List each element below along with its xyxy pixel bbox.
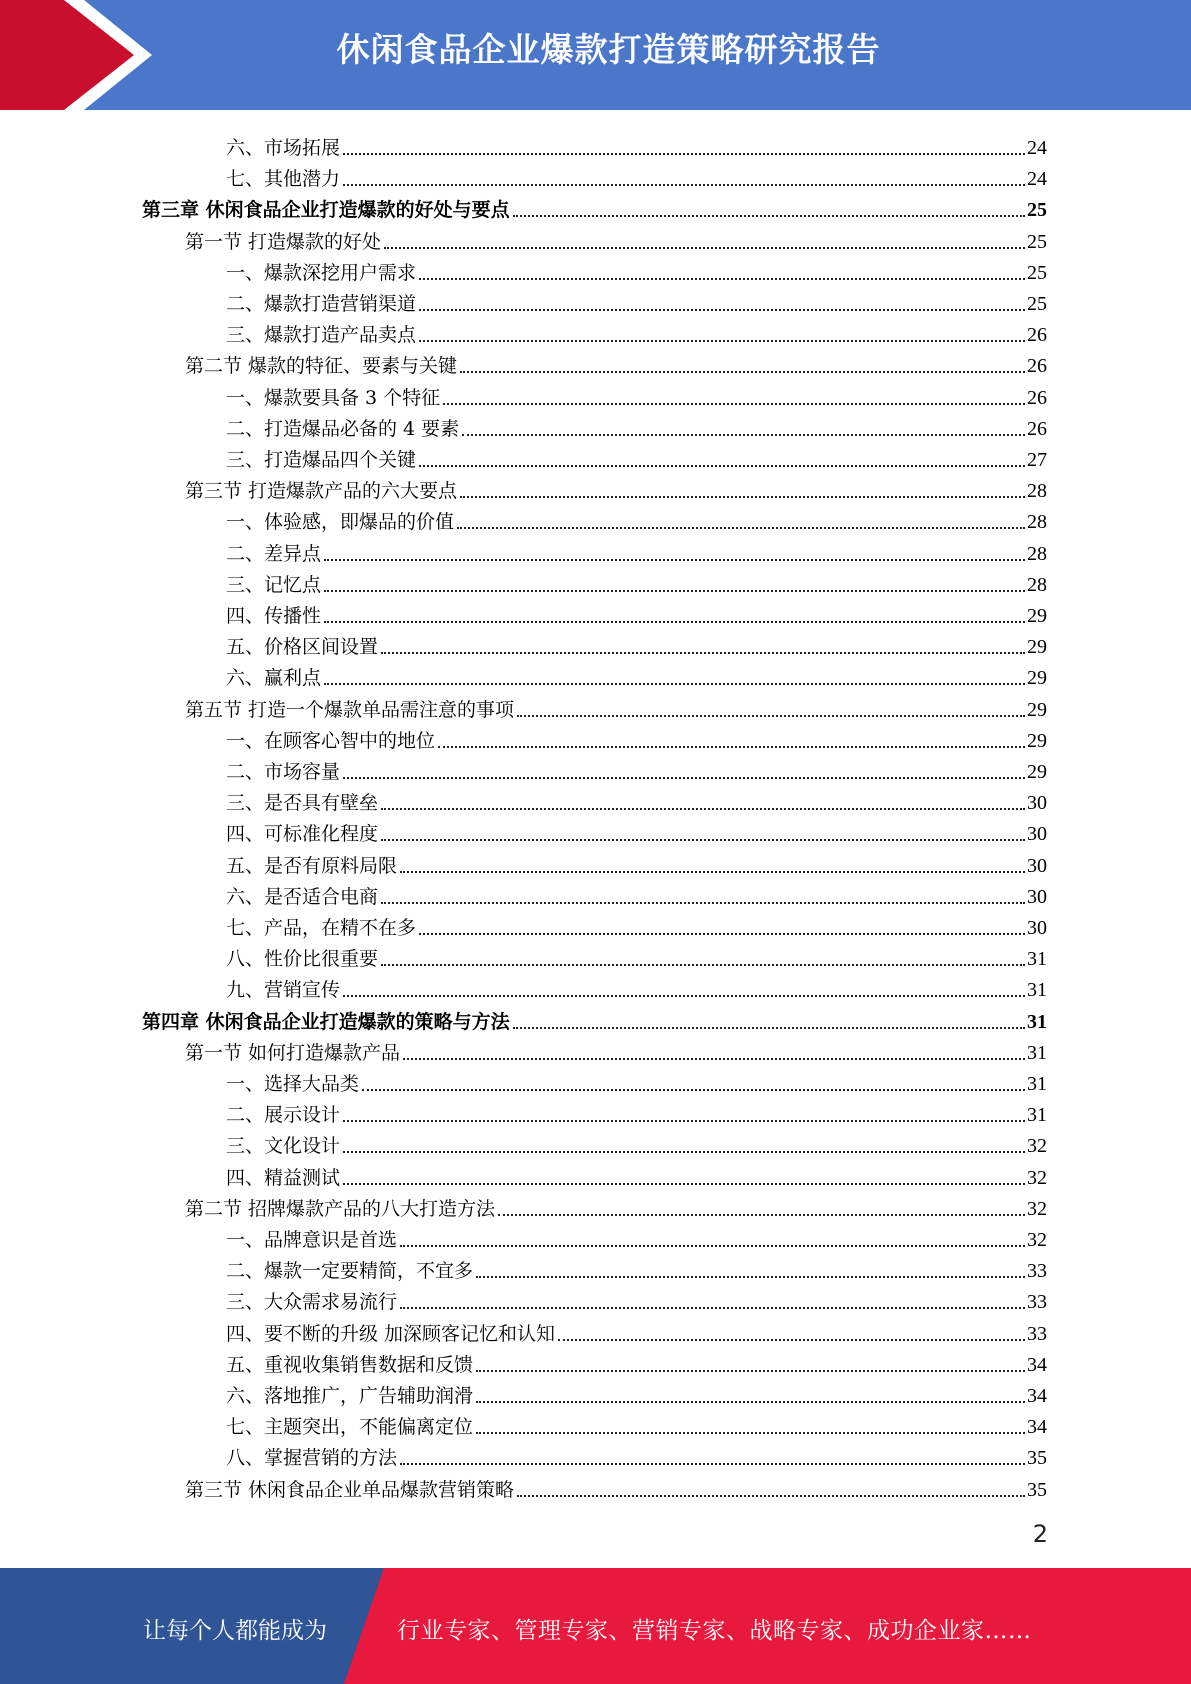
toc-entry-label: 第三节 打造爆款产品的六大要点: [185, 480, 458, 503]
toc-entry-page: 35: [1027, 1447, 1047, 1470]
page-number: 2: [1032, 1520, 1048, 1548]
toc-entry-label: 二、差异点: [226, 542, 322, 565]
toc-entry-label: 二、爆款一定要精简，不宜多: [226, 1260, 474, 1283]
toc-dot-leader: [400, 1245, 1025, 1247]
toc-item[interactable]: [226, 970, 1047, 1001]
toc-dot-leader: [419, 278, 1025, 280]
toc-entry-label: 二、打造爆品必备的 4 要素: [226, 417, 460, 440]
toc-dot-leader: [517, 715, 1025, 717]
toc-dot-leader: [381, 808, 1025, 810]
toc-entry-label: 三、大众需求易流行: [226, 1291, 398, 1314]
toc-section[interactable]: [185, 1470, 1047, 1501]
toc-chapter[interactable]: [142, 190, 1047, 221]
toc-item[interactable]: [226, 1438, 1047, 1469]
toc-item[interactable]: [226, 502, 1047, 533]
toc-entry-label: 八、性价比很重要: [226, 948, 379, 971]
toc-dot-leader: [343, 995, 1025, 997]
page-footer: [0, 1568, 1191, 1684]
toc-item[interactable]: [226, 721, 1047, 752]
toc-entry-page: 31: [1027, 979, 1047, 1002]
toc-entry-label: 一、品牌意识是首选: [226, 1229, 398, 1251]
toc-entry-page: 31: [1027, 1104, 1047, 1127]
toc-dot-leader: [343, 184, 1025, 186]
toc-dot-leader: [343, 777, 1025, 779]
toc-entry-label: 八、掌握营销的方法: [226, 1447, 398, 1470]
toc-entry-label: 三、爆款打造产品卖点: [226, 324, 417, 347]
toc-dot-leader: [476, 1401, 1025, 1403]
toc-entry-page: 30: [1027, 792, 1047, 815]
toc-entry-label: 二、展示设计: [226, 1104, 341, 1127]
toc-dot-leader: [343, 153, 1025, 155]
toc-item[interactable]: [226, 1376, 1047, 1407]
toc-item[interactable]: [226, 409, 1047, 440]
toc-dot-leader: [443, 403, 1025, 405]
toc-section[interactable]: [185, 222, 1047, 253]
toc-entry-page: 33: [1027, 1322, 1047, 1345]
toc-dot-leader: [476, 1370, 1025, 1372]
toc-entry-page: 29: [1027, 605, 1047, 627]
toc-entry-page: 24: [1027, 168, 1047, 191]
toc-entry-page: 28: [1027, 511, 1047, 534]
toc-dot-leader: [381, 964, 1025, 966]
toc-entry-label: 四、可标准化程度: [226, 823, 379, 846]
toc-entry-page: 28: [1027, 542, 1047, 565]
toc-dot-leader: [384, 247, 1025, 249]
toc-item[interactable]: [226, 658, 1047, 689]
toc-entry-page: 31: [1027, 1073, 1047, 1095]
toc-item[interactable]: [226, 877, 1047, 908]
toc-dot-leader: [558, 1339, 1025, 1341]
toc-item[interactable]: [226, 939, 1047, 970]
toc-entry-page: 26: [1027, 355, 1047, 378]
toc-entry-label: 七、产品，在精不在多: [226, 917, 417, 939]
toc-item[interactable]: [226, 846, 1047, 877]
toc-entry-label: 三、记忆点: [226, 573, 322, 596]
toc-item[interactable]: [226, 783, 1047, 814]
toc-entry-page: 30: [1027, 823, 1047, 846]
toc-item[interactable]: [226, 534, 1047, 565]
page-header: [0, 0, 1191, 110]
toc-entry-page: 32: [1027, 1197, 1047, 1220]
toc-dot-leader: [513, 215, 1025, 217]
toc-entry-page: 25: [1027, 261, 1047, 284]
toc-entry-label: 六、是否适合电商: [226, 885, 379, 908]
toc-chapter[interactable]: [142, 1002, 1047, 1033]
toc-entry-label: 第四章 休闲食品企业打造爆款的策略与方法: [142, 1010, 510, 1033]
toc-entry-label: 第三章 休闲食品企业打造爆款的好处与要点: [142, 199, 510, 222]
toc-dot-leader: [419, 340, 1025, 342]
toc-item[interactable]: [226, 284, 1047, 315]
toc-item[interactable]: [226, 253, 1047, 284]
toc-item[interactable]: [226, 627, 1047, 658]
toc-section[interactable]: [185, 346, 1047, 377]
report-title: 休闲食品企业爆款打造策略研究报告: [336, 30, 881, 69]
toc-entry-page: 31: [1027, 948, 1047, 971]
toc-entry-page: 33: [1027, 1260, 1047, 1283]
toc-item[interactable]: [226, 1282, 1047, 1313]
toc-entry-label: 一、选择大品类: [226, 1073, 360, 1095]
toc-entry-label: 二、市场容量: [226, 761, 341, 783]
toc-entry-label: 六、落地推广，广告辅助润滑: [226, 1385, 474, 1407]
toc-dot-leader: [517, 1495, 1025, 1497]
toc-dot-leader: [381, 652, 1025, 654]
toc-dot-leader: [438, 746, 1025, 748]
toc-entry-label: 一、爆款要具备 3 个特征: [226, 386, 441, 409]
toc-entry-page: 30: [1027, 917, 1047, 939]
toc-entry-page: 27: [1027, 449, 1047, 471]
toc-item[interactable]: [226, 1095, 1047, 1126]
toc-entry-page: 29: [1027, 729, 1047, 752]
toc-entry-label: 六、市场拓展: [226, 137, 341, 159]
toc-entry-label: 四、传播性: [226, 605, 322, 627]
toc-dot-leader: [381, 839, 1025, 841]
toc-entry-label: 五、重视收集销售数据和反馈: [226, 1353, 474, 1376]
toc-entry-page: 35: [1027, 1478, 1047, 1501]
toc-dot-leader: [343, 1151, 1025, 1153]
toc-entry-label: 第五节 打造一个爆款单品需注意的事项: [185, 698, 515, 721]
toc-entry-label: 五、是否有原料局限: [226, 854, 398, 877]
toc-entry-page: 32: [1027, 1166, 1047, 1189]
toc-item[interactable]: [226, 814, 1047, 845]
toc-dot-leader: [457, 527, 1025, 529]
toc-entry-page: 32: [1027, 1229, 1047, 1251]
toc-entry-label: 一、体验感，即爆品的价值: [226, 511, 455, 534]
toc-dot-leader: [343, 1120, 1025, 1122]
toc-entry-page: 30: [1027, 854, 1047, 877]
toc-dot-leader: [324, 621, 1025, 623]
toc-item[interactable]: [226, 1126, 1047, 1157]
toc-entry-label: 三、打造爆品四个关键: [226, 449, 417, 471]
toc-section[interactable]: [185, 1189, 1047, 1220]
toc-item[interactable]: [226, 1314, 1047, 1345]
toc-entry-page: 29: [1027, 667, 1047, 690]
toc-entry-page: 28: [1027, 480, 1047, 503]
toc-entry-page: 26: [1027, 386, 1047, 409]
toc-entry-page: 29: [1027, 698, 1047, 721]
toc-dot-leader: [400, 1307, 1025, 1309]
toc-entry-label: 六、赢利点: [226, 667, 322, 690]
toc-dot-leader: [343, 1183, 1025, 1185]
toc-entry-label: 四、精益测试: [226, 1166, 341, 1189]
footer-roles: 行业专家、管理专家、营销专家、战略专家、成功企业家……: [397, 1618, 1032, 1644]
toc-dot-leader: [476, 1276, 1025, 1278]
toc-entry-label: 三、是否具有壁垒: [226, 792, 379, 815]
footer-slogan: 让每个人都能成为: [143, 1618, 327, 1644]
toc-entry-page: 29: [1027, 636, 1047, 659]
toc-item[interactable]: [226, 159, 1047, 190]
toc-item[interactable]: [226, 1251, 1047, 1282]
toc-entry-label: 一、爆款深挖用户需求: [226, 261, 417, 284]
toc-entry-page: 24: [1027, 137, 1047, 159]
toc-dot-leader: [362, 1089, 1025, 1091]
toc-entry-label: 三、文化设计: [226, 1135, 341, 1158]
toc-entry-page: 26: [1027, 417, 1047, 440]
toc-entry-label: 四、要不断的升级 加深顾客记忆和认知: [226, 1322, 556, 1345]
toc-dot-leader: [476, 1432, 1025, 1434]
toc-dot-leader: [381, 902, 1025, 904]
toc-entry-label: 第一节 打造爆款的好处: [185, 230, 382, 253]
toc-entry-page: 26: [1027, 324, 1047, 347]
toc-dot-leader: [324, 559, 1025, 561]
toc-dot-leader: [460, 496, 1025, 498]
toc-item[interactable]: [226, 128, 1047, 159]
toc-entry-label: 一、在顾客心智中的地位: [226, 729, 436, 752]
toc-entry-label: 九、营销宣传: [226, 979, 341, 1002]
toc-entry-label: 第一节 如何打造爆款产品: [185, 1041, 401, 1064]
toc-item[interactable]: [226, 440, 1047, 471]
toc-entry-page: 32: [1027, 1135, 1047, 1158]
toc-dot-leader: [462, 434, 1025, 436]
toc-section[interactable]: [185, 690, 1047, 721]
toc-dot-leader: [324, 590, 1025, 592]
toc-entry-label: 第二节 爆款的特征、要素与关键: [185, 355, 458, 378]
toc-entry-label: 二、爆款打造营销渠道: [226, 293, 417, 315]
toc-dot-leader: [419, 465, 1025, 467]
toc-entry-label: 第二节 招牌爆款产品的八大打造方法: [185, 1197, 496, 1220]
toc-entry-page: 25: [1027, 230, 1047, 253]
toc-entry-label: 七、主题突出，不能偏离定位: [226, 1416, 474, 1439]
toc-dot-leader: [498, 1214, 1025, 1216]
toc-entry-page: 25: [1027, 293, 1047, 315]
toc-item[interactable]: [226, 752, 1047, 783]
toc-entry-page: 34: [1027, 1385, 1047, 1407]
toc-dot-leader: [419, 309, 1025, 311]
toc-item[interactable]: [226, 908, 1047, 939]
toc-entry-page: 30: [1027, 885, 1047, 908]
toc-section[interactable]: [185, 1033, 1047, 1064]
toc-entry-page: 33: [1027, 1291, 1047, 1314]
toc-entry-label: 七、其他潜力: [226, 168, 341, 191]
toc-dot-leader: [324, 683, 1025, 685]
toc-dot-leader: [513, 1027, 1025, 1029]
toc-item[interactable]: [226, 315, 1047, 346]
toc-entry-page: 25: [1027, 199, 1047, 222]
toc-item[interactable]: [226, 378, 1047, 409]
toc-item[interactable]: [226, 565, 1047, 596]
toc-item[interactable]: [226, 1220, 1047, 1251]
toc-entry-page: 29: [1027, 761, 1047, 783]
toc-dot-leader: [400, 871, 1025, 873]
toc-entry-label: 五、价格区间设置: [226, 636, 379, 659]
toc-item[interactable]: [226, 1158, 1047, 1189]
toc-dot-leader: [400, 1463, 1025, 1465]
toc-item[interactable]: [226, 1407, 1047, 1438]
toc-section[interactable]: [185, 471, 1047, 502]
toc-entry-page: 28: [1027, 573, 1047, 596]
toc-entry-page: 31: [1027, 1010, 1047, 1033]
toc-dot-leader: [460, 371, 1025, 373]
toc-entry-label: 第三节 休闲食品企业单品爆款营销策略: [185, 1478, 515, 1501]
toc-entry-page: 31: [1027, 1041, 1047, 1064]
toc-dot-leader: [403, 1058, 1025, 1060]
toc-item[interactable]: [226, 596, 1047, 627]
toc-entry-page: 34: [1027, 1353, 1047, 1376]
toc-item[interactable]: [226, 1064, 1047, 1095]
toc-entry-page: 34: [1027, 1416, 1047, 1439]
toc-item[interactable]: [226, 1345, 1047, 1376]
toc-dot-leader: [419, 933, 1025, 935]
